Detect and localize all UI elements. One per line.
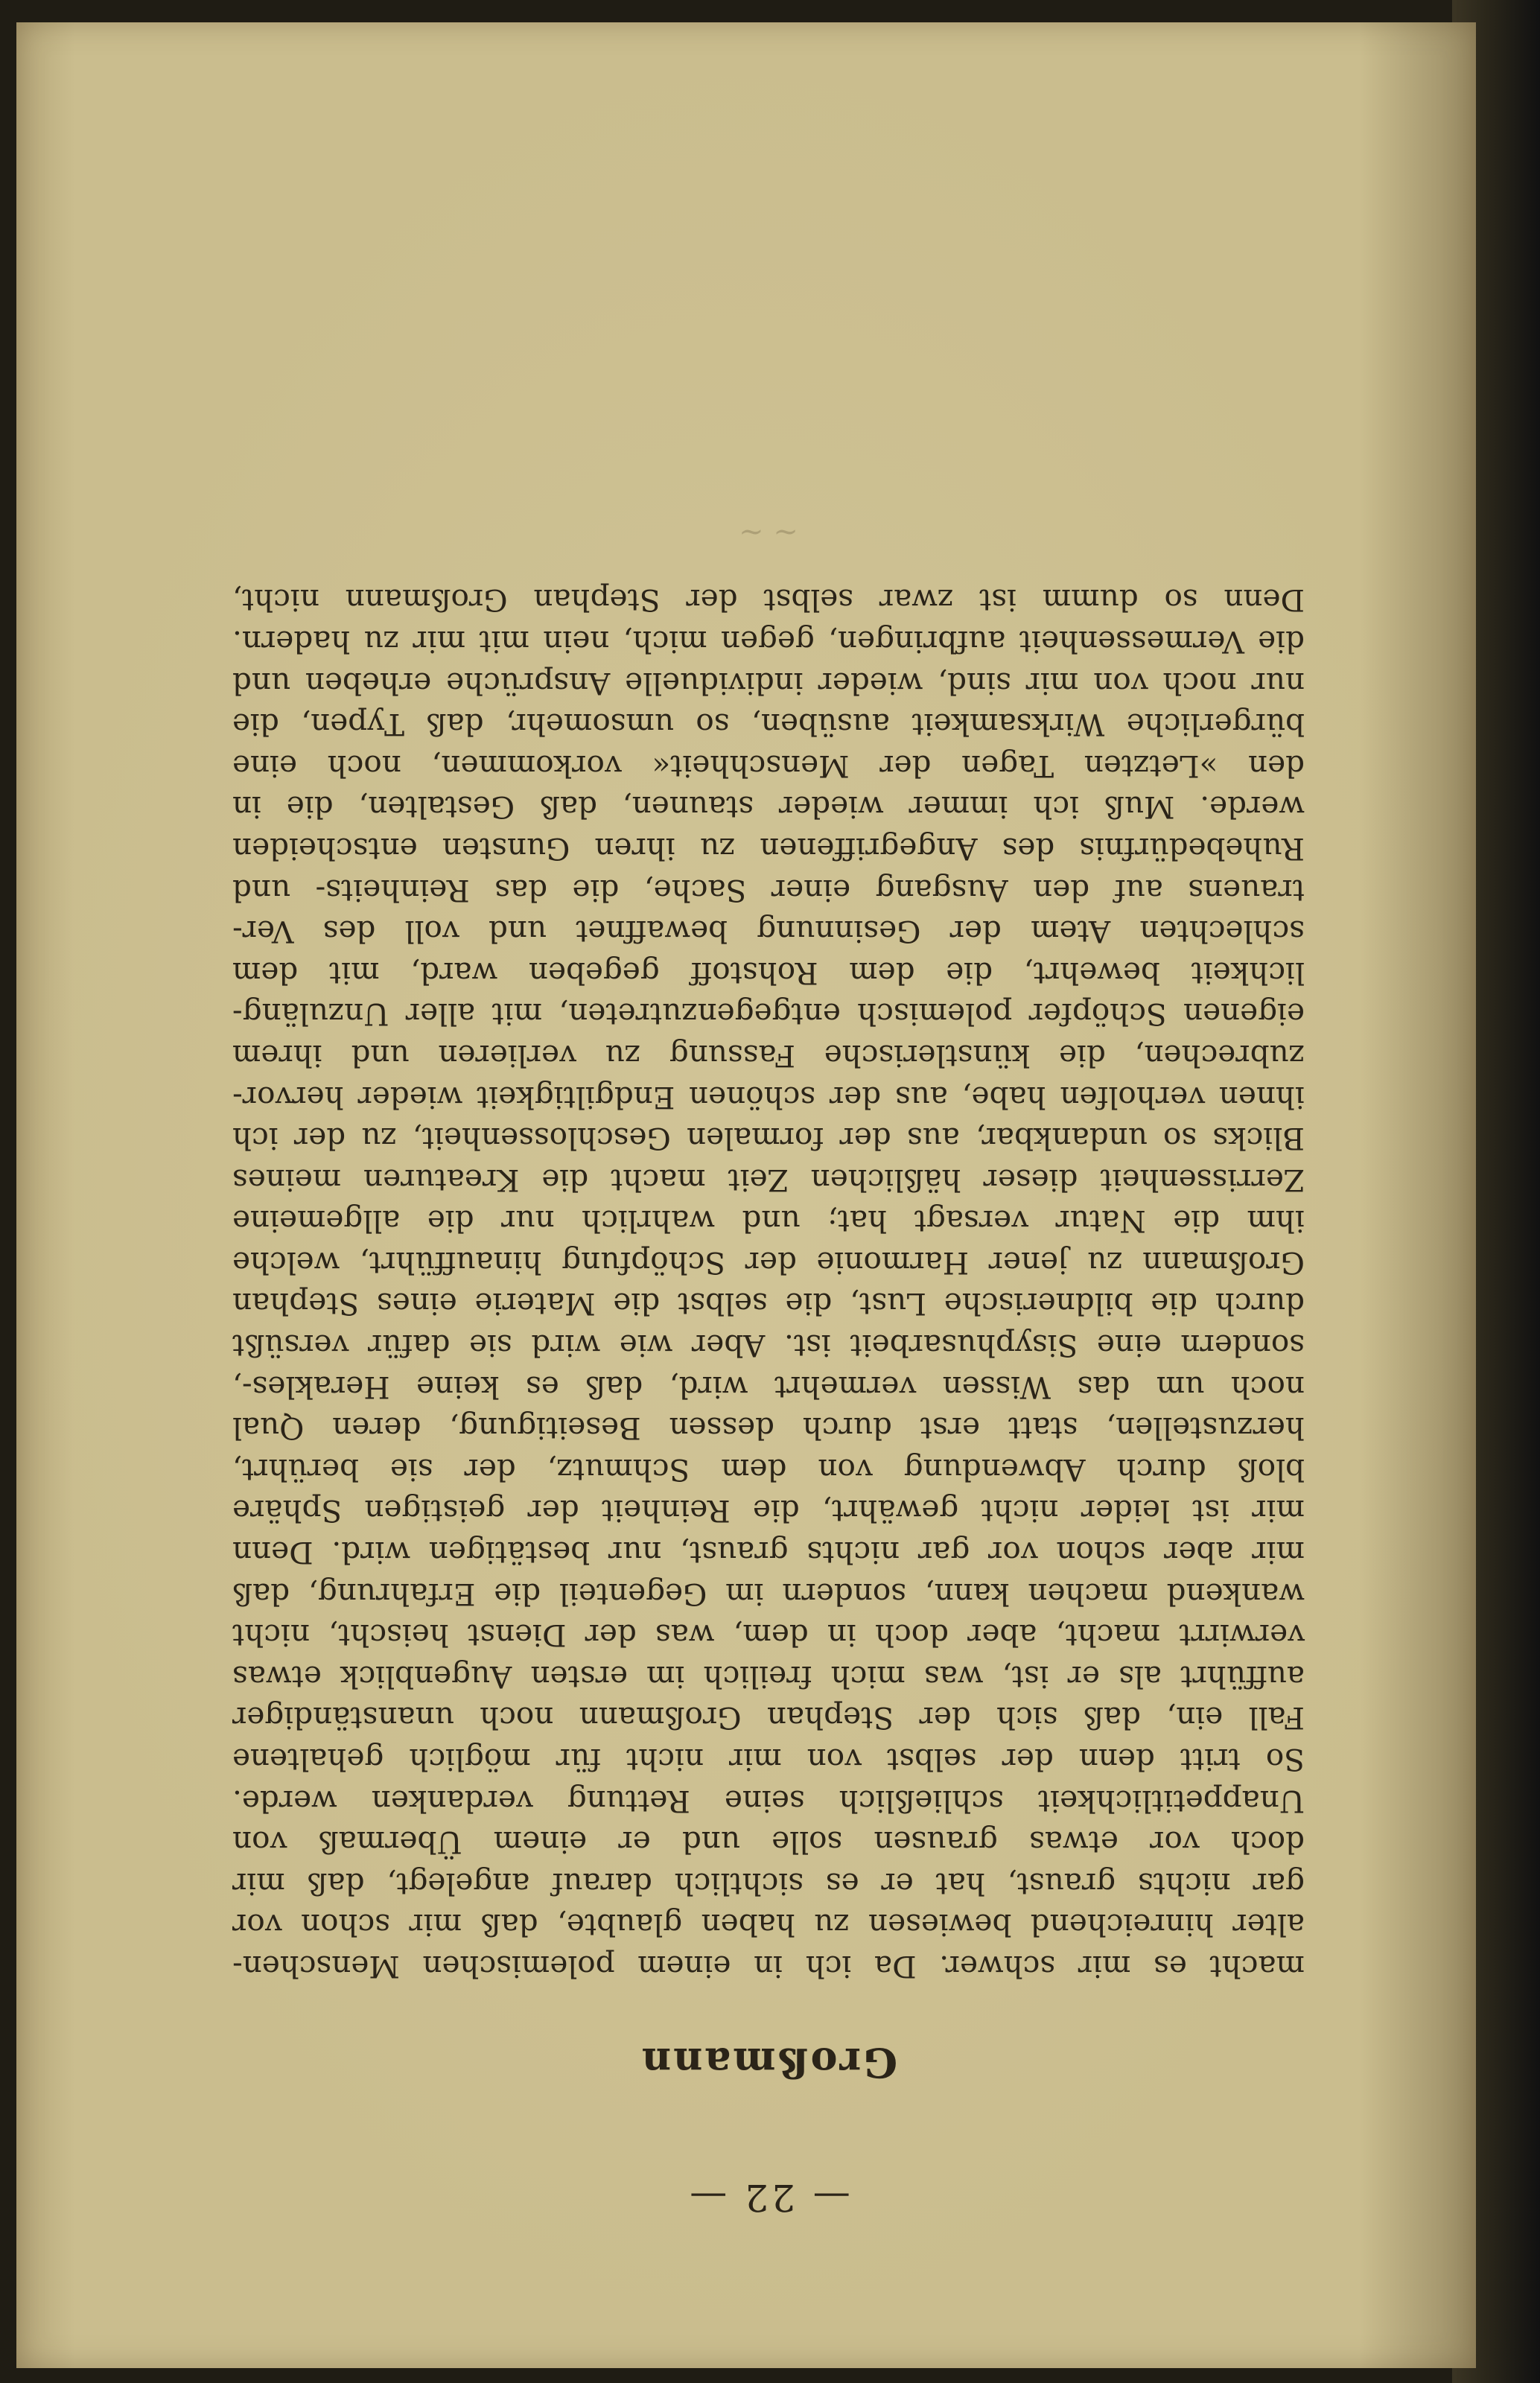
- text-line: bürgerliche Wirksamkeit ausüben, so umsomehr, daß Typen, die: [232, 707, 1305, 743]
- text-line: doch vor etwas grausen solle und er einem Übermaß von: [232, 1824, 1305, 1861]
- text-line: lichkeit bewehrt, die dem Rohstoff gegeben ward, mit dem: [232, 955, 1305, 991]
- page-title: Großmann: [639, 2039, 898, 2087]
- text-line: verwirrt macht, aber doch in dem, was der Dienst heischt, nicht: [232, 1617, 1305, 1654]
- text-line: So tritt denn der selbst von mir nicht für möglich gehaltene: [232, 1742, 1305, 1778]
- rotated-text-block: [232, 372, 1305, 2219]
- text-line: durch die bildnerische Lust, die selbst die Materie eines Stephan: [232, 1286, 1305, 1323]
- text-line: Unappetitlichkeit schließlich seine Rettung verdanken werde.: [232, 1783, 1305, 1819]
- book-page: [16, 22, 1476, 2368]
- text-line: aufführt als er ist, was mich freilich im ersten Augenblick etwas: [232, 1658, 1305, 1695]
- text-line: ihm die Natur versagt hat; und wahrlich nur die allgemeine: [232, 1203, 1305, 1240]
- text-line: die Vermessenheit aufbringen, gegen mich, nein mit mir zu hadern.: [232, 624, 1305, 660]
- text-line: wankend machen kann, sondern im Gegenteil die Erfahrung, daß: [232, 1576, 1305, 1612]
- text-line: Denn so dumm ist zwar selbst der Stephan Großmann nicht,: [232, 582, 1305, 619]
- text-line: bloß durch Abwendung von dem Schmutz, der sie berührt,: [232, 1451, 1305, 1488]
- text-line: Ruhebedürfnis des Angegriffenen zu ihren Gunsten entscheiden: [232, 830, 1305, 867]
- text-line: eigenen Schöpfer polemisch entgegenzutreten, mit aller Unzuläng-: [232, 996, 1305, 1033]
- body-text: [232, 579, 1305, 1987]
- text-line: gar nichts graust, hat er es sichtlich darauf angelegt, daß mir: [232, 1865, 1305, 1902]
- text-line: schlechten Atem der Gesinnung bewaffnet und voll des Ver-: [232, 914, 1305, 950]
- text-line: mir aber schon vor gar nichts graust, nur bestätigen wird. Denn: [232, 1535, 1305, 1571]
- text-line: nur noch von mir sind, wieder individuelle Ansprüche erheben und: [232, 665, 1305, 701]
- text-line: den »Letzten Tagen der Menschheit« vorkommen, noch eine: [232, 748, 1305, 784]
- text-line: Fall ein, daß sich der Stephan Großmann noch unanständiger: [232, 1700, 1305, 1737]
- text-line: ihnen verholfen habe, aus der schönen Endgiltigkeit wieder hervor-: [232, 1079, 1305, 1116]
- text-line: trauens auf den Ausgang einer Sache, die das Reinheits- und: [232, 872, 1305, 909]
- page-number: — 22 —: [687, 2176, 850, 2219]
- text-line: noch um das Wissen vermehrt wird, daß es keine Herakles-,: [232, 1369, 1305, 1405]
- faint-ornament: ~ ~: [739, 515, 798, 550]
- text-line: sondern eine Sisyphusarbeit ist. Aber wie wird sie dafür versüßt: [232, 1328, 1305, 1364]
- text-line: mir ist leider nicht gewährt, die Reinheit der geistigen Sphäre: [232, 1493, 1305, 1530]
- text-line: Großmann zu jener Harmonie der Schöpfung hinaufführt, welche: [232, 1244, 1305, 1281]
- text-line: Zerrissenheit dieser häßlichen Zeit macht die Kreaturen meines: [232, 1162, 1305, 1198]
- text-line: herzustellen, statt erst durch dessen Beseitigung, deren Qual: [232, 1410, 1305, 1447]
- text-line: werde. Muß ich immer wieder staunen, daß Gestalten, die in: [232, 789, 1305, 826]
- text-line: Blicks so undankbar, aus der formalen Geschlossenheit, zu der ich: [232, 1121, 1305, 1157]
- text-line: zubrechen, die künstlerische Fassung zu verlieren und ihrem: [232, 1037, 1305, 1074]
- text-line: macht es mir schwer. Da ich in einem polemischen Menschen-: [232, 1949, 1305, 1985]
- text-line: alter hinreichend bewiesen zu haben glaubte, daß mir schon vor: [232, 1907, 1305, 1944]
